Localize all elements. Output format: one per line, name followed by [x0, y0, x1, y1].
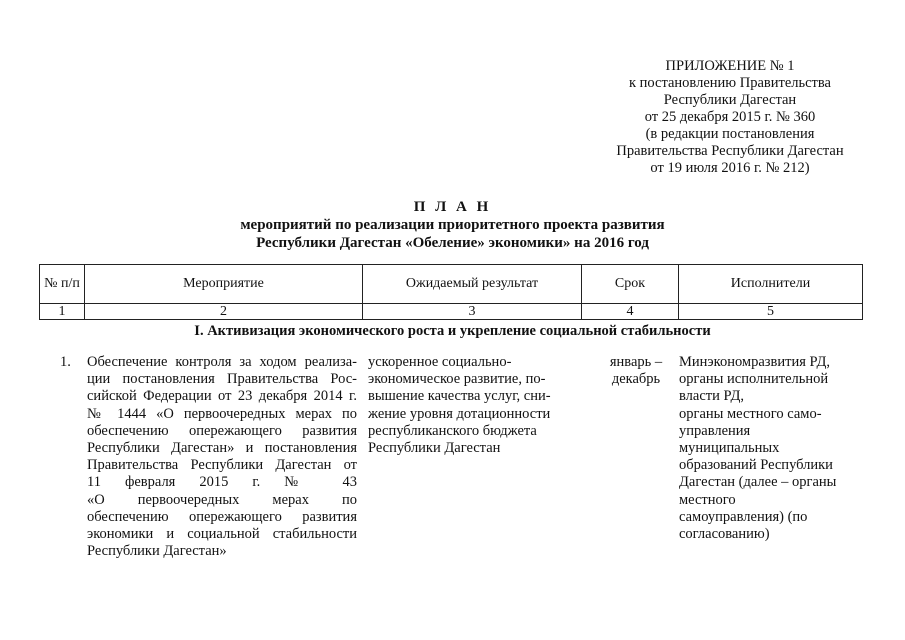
column-number: 5 — [679, 304, 863, 320]
result-line: вышение качества услуг, сни- — [368, 388, 551, 405]
executor-line: Дагестан (далее – органы — [679, 474, 837, 491]
executor-line: власти РД, — [679, 388, 744, 405]
event-line: обеспечению опережающего развития — [87, 422, 357, 439]
event-line: 11 февраля 2015 г. № 43 — [87, 474, 357, 491]
row-executors — [679, 354, 869, 543]
title-line: мероприятий по реализации приоритетного проекта развития — [240, 217, 665, 233]
column-number: 4 — [582, 304, 679, 320]
result-line: ускоренное социально- — [368, 354, 512, 370]
document-title — [0, 198, 905, 252]
event-line: сийской Федерации от 23 декабря 2014 г. — [87, 388, 357, 405]
appendix-line: ПРИЛОЖЕНИЕ № 1 — [665, 58, 795, 74]
table-header-row — [40, 265, 863, 304]
executor-line: органы местного само- — [679, 405, 822, 422]
executor-line: самоуправления) (по — [679, 508, 808, 525]
row-number: 1. — [60, 354, 71, 370]
result-line: Республики Дагестан — [368, 440, 501, 457]
event-line: ции постановления Правительства Рос- — [87, 371, 357, 388]
appendix-line: к постановлению Правительства — [629, 75, 831, 91]
event-line: «О первоочередных мерах по — [87, 491, 357, 508]
column-number: 1 — [40, 304, 85, 320]
plan-heading: П Л А Н — [413, 199, 492, 215]
column-number: 2 — [85, 304, 363, 320]
executor-line: муниципальных — [679, 440, 780, 457]
event-line: обеспечению опережающего развития — [87, 508, 357, 525]
term-line: декабрь — [611, 371, 661, 388]
appendix-line: Республики Дагестан — [663, 92, 797, 108]
event-line: Республики Дагестан» и постановления — [87, 440, 357, 457]
header-cell-term: Срок — [582, 265, 679, 304]
appendix-line: (в редакции постановления — [645, 126, 815, 142]
event-line: Правительства Республики Дагестан от — [87, 457, 357, 474]
title-line: Республики Дагестан «Обеление» экономики» на 2016 год — [256, 235, 649, 251]
row-result — [368, 354, 568, 457]
executor-line: местного — [679, 491, 736, 508]
appendix-line: от 25 декабря 2015 г. № 360 — [644, 109, 816, 125]
event-line: экономики и социальной стабильности — [87, 526, 357, 543]
appendix-line: Правительства Республики Дагестан — [616, 143, 844, 159]
plan-table-header — [39, 264, 863, 320]
row-event — [87, 354, 357, 560]
executor-line: образований Республики — [679, 457, 833, 474]
executor-line: органы исполнительной — [679, 371, 829, 388]
header-cell-result: Ожидаемый результат — [363, 265, 582, 304]
executor-line: управления — [679, 422, 751, 439]
table-number-row — [40, 304, 863, 320]
result-line: экономическое развитие, по- — [368, 371, 546, 388]
event-line: № 1444 «О первоочередных мерах по — [87, 405, 357, 422]
result-line: республиканского бюджета — [368, 422, 537, 439]
column-number: 3 — [363, 304, 582, 320]
executor-line: Минэкономразвития РД, — [679, 354, 831, 370]
header-cell-executors: Исполнители — [679, 265, 863, 304]
term-line: январь – — [609, 354, 663, 370]
executor-line: согласованию) — [679, 526, 770, 543]
event-line: Республики Дагестан» — [87, 543, 227, 560]
event-line: Обеспечение контроля за ходом реализа- — [87, 354, 357, 370]
header-cell-number: № п/п — [40, 265, 85, 304]
result-line: жение уровня дотационности — [368, 405, 551, 422]
header-cell-event: Мероприятие — [85, 265, 363, 304]
section-title: I. Активизация экономического роста и укрепление социальной стабильности — [194, 323, 711, 339]
appendix-block — [580, 58, 880, 177]
row-term — [596, 354, 676, 388]
appendix-line: от 19 июля 2016 г. № 212) — [650, 160, 810, 176]
